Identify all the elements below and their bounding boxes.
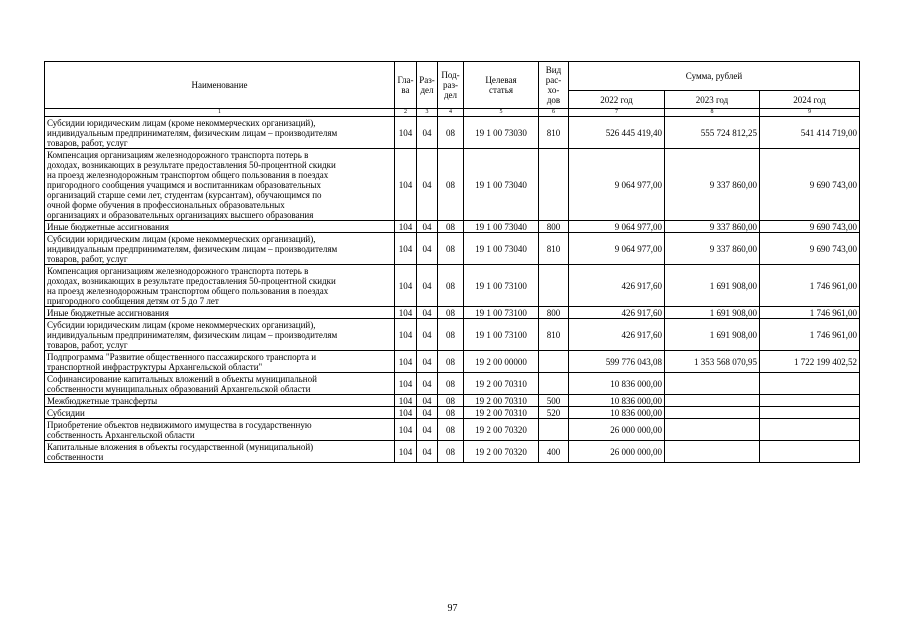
row-target: 19 1 00 73040 xyxy=(464,149,539,221)
row-vid xyxy=(539,149,569,221)
row-glava: 104 xyxy=(395,149,417,221)
row-razdel: 04 xyxy=(417,351,438,373)
row-sum-2022: 599 776 043,08 xyxy=(569,351,665,373)
row-name: Подпрограмма "Развитие общественного пассажирского транспорта и транспортной инфраструктуры Архангельской области" xyxy=(45,351,395,373)
header-glava: Гла- ва xyxy=(395,62,417,109)
row-name: Компенсация организациям железнодорожного транспорта потерь в доходах, возникающих в результате предоставления 50-процентной скидки на проезд железнодорожным транспортом общего пользования в поездах пригородного сообщения учащимся и воспитанникам образовательных организаций старше семи лет, студентам (курсантам), обучающимся по очной форме обучения в профессиональных образовательных организациях и образовательных организациях высшего образования xyxy=(45,149,395,221)
row-vid: 810 xyxy=(539,233,569,265)
table-row xyxy=(45,117,860,149)
row-sum-2024: 541 414 719,00 xyxy=(760,117,860,149)
row-podrazdel: 08 xyxy=(438,307,464,319)
row-podrazdel: 08 xyxy=(438,407,464,419)
row-glava: 104 xyxy=(395,233,417,265)
table-row xyxy=(45,395,860,407)
row-glava: 104 xyxy=(395,221,417,233)
row-sum-2024 xyxy=(760,419,860,441)
row-name: Субсидии юридическим лицам (кроме некоммерческих организаций), индивидуальным предпринимателям, физическим лицам – производителям товаров, работ, услуг xyxy=(45,117,395,149)
table-row xyxy=(45,441,860,463)
row-target: 19 1 00 73100 xyxy=(464,319,539,351)
row-razdel: 04 xyxy=(417,419,438,441)
row-sum-2023: 1 353 568 070,95 xyxy=(665,351,760,373)
page-number: 97 xyxy=(447,603,458,614)
header-name: Наименование xyxy=(45,62,395,109)
table-row xyxy=(45,233,860,265)
table-row xyxy=(45,265,860,307)
row-podrazdel: 08 xyxy=(438,441,464,463)
row-vid: 810 xyxy=(539,117,569,149)
column-number: 2 xyxy=(395,109,417,117)
row-sum-2022: 9 064 977,00 xyxy=(569,149,665,221)
row-sum-2023 xyxy=(665,373,760,395)
row-vid xyxy=(539,351,569,373)
row-podrazdel: 08 xyxy=(438,117,464,149)
row-name: Межбюджетные трансферты xyxy=(45,395,395,407)
row-vid: 500 xyxy=(539,395,569,407)
row-sum-2024: 9 690 743,00 xyxy=(760,221,860,233)
column-number: 7 xyxy=(569,109,665,117)
column-number: 8 xyxy=(665,109,760,117)
row-sum-2023 xyxy=(665,419,760,441)
row-glava: 104 xyxy=(395,265,417,307)
row-sum-2023 xyxy=(665,407,760,419)
column-number: 1 xyxy=(45,109,395,117)
row-target: 19 2 00 70310 xyxy=(464,407,539,419)
table-body xyxy=(45,117,860,463)
row-glava: 104 xyxy=(395,319,417,351)
row-glava: 104 xyxy=(395,351,417,373)
column-number: 5 xyxy=(464,109,539,117)
header-year-2023: 2023 год xyxy=(665,91,760,109)
row-sum-2024 xyxy=(760,373,860,395)
row-vid xyxy=(539,373,569,395)
header-year-2024: 2024 год xyxy=(760,91,860,109)
row-sum-2024: 1 722 199 402,52 xyxy=(760,351,860,373)
row-razdel: 04 xyxy=(417,233,438,265)
row-podrazdel: 08 xyxy=(438,319,464,351)
column-number-row xyxy=(45,109,860,117)
row-target: 19 2 00 70320 xyxy=(464,441,539,463)
row-sum-2022: 426 917,60 xyxy=(569,265,665,307)
row-sum-2022: 10 836 000,00 xyxy=(569,373,665,395)
row-sum-2022: 526 445 419,40 xyxy=(569,117,665,149)
row-razdel: 04 xyxy=(417,221,438,233)
row-name: Иные бюджетные ассигнования xyxy=(45,307,395,319)
row-sum-2023: 1 691 908,00 xyxy=(665,265,760,307)
row-target: 19 1 00 73100 xyxy=(464,265,539,307)
column-number: 9 xyxy=(760,109,860,117)
header-year-2022: 2022 год xyxy=(569,91,665,109)
row-podrazdel: 08 xyxy=(438,351,464,373)
row-razdel: 04 xyxy=(417,307,438,319)
row-sum-2022: 426 917,60 xyxy=(569,319,665,351)
row-target: 19 2 00 70310 xyxy=(464,395,539,407)
row-sum-2022: 9 064 977,00 xyxy=(569,233,665,265)
row-glava: 104 xyxy=(395,407,417,419)
row-razdel: 04 xyxy=(417,373,438,395)
row-name: Приобретение объектов недвижимого имущества в государственную собственность Архангельской области xyxy=(45,419,395,441)
row-name: Субсидии xyxy=(45,407,395,419)
row-vid: 400 xyxy=(539,441,569,463)
column-number: 3 xyxy=(417,109,438,117)
row-target: 19 1 00 73030 xyxy=(464,117,539,149)
row-sum-2024: 9 690 743,00 xyxy=(760,233,860,265)
row-podrazdel: 08 xyxy=(438,233,464,265)
row-sum-2022: 10 836 000,00 xyxy=(569,407,665,419)
table-row xyxy=(45,221,860,233)
column-number: 4 xyxy=(438,109,464,117)
row-razdel: 04 xyxy=(417,117,438,149)
row-sum-2023: 9 337 860,00 xyxy=(665,221,760,233)
row-glava: 104 xyxy=(395,395,417,407)
row-vid: 520 xyxy=(539,407,569,419)
row-podrazdel: 08 xyxy=(438,419,464,441)
row-razdel: 04 xyxy=(417,265,438,307)
row-sum-2022: 10 836 000,00 xyxy=(569,395,665,407)
header-vid: Вид рас- хо- дов xyxy=(539,62,569,109)
row-sum-2022: 9 064 977,00 xyxy=(569,221,665,233)
row-sum-2024 xyxy=(760,395,860,407)
row-sum-2024 xyxy=(760,441,860,463)
table-row xyxy=(45,351,860,373)
row-name: Субсидии юридическим лицам (кроме некоммерческих организаций), индивидуальным предпринимателям, физическим лицам – производителям товаров, работ, услуг xyxy=(45,233,395,265)
row-glava: 104 xyxy=(395,441,417,463)
row-name: Капитальные вложения в объекты государственной (муниципальной) собственности xyxy=(45,441,395,463)
row-vid xyxy=(539,265,569,307)
header-target: Целевая статья xyxy=(464,62,539,109)
column-number: 6 xyxy=(539,109,569,117)
table-row xyxy=(45,149,860,221)
row-sum-2022: 426 917,60 xyxy=(569,307,665,319)
row-sum-2024: 1 746 961,00 xyxy=(760,265,860,307)
row-podrazdel: 08 xyxy=(438,149,464,221)
row-sum-2022: 26 000 000,00 xyxy=(569,419,665,441)
row-glava: 104 xyxy=(395,373,417,395)
table-row xyxy=(45,319,860,351)
row-name: Иные бюджетные ассигнования xyxy=(45,221,395,233)
row-glava: 104 xyxy=(395,117,417,149)
row-sum-2023: 9 337 860,00 xyxy=(665,149,760,221)
row-glava: 104 xyxy=(395,419,417,441)
row-target: 19 2 00 70310 xyxy=(464,373,539,395)
row-sum-2023 xyxy=(665,441,760,463)
row-sum-2022: 26 000 000,00 xyxy=(569,441,665,463)
row-target: 19 2 00 00000 xyxy=(464,351,539,373)
row-glava: 104 xyxy=(395,307,417,319)
row-razdel: 04 xyxy=(417,395,438,407)
row-sum-2023: 1 691 908,00 xyxy=(665,307,760,319)
row-name: Софинансирование капитальных вложений в объекты муниципальной собственности муниципальных образований Архангельской области xyxy=(45,373,395,395)
row-target: 19 2 00 70320 xyxy=(464,419,539,441)
row-sum-2024 xyxy=(760,407,860,419)
row-name: Субсидии юридическим лицам (кроме некоммерческих организаций), индивидуальным предпринимателям, физическим лицам – производителям товаров, работ, услуг xyxy=(45,319,395,351)
row-podrazdel: 08 xyxy=(438,221,464,233)
row-target: 19 1 00 73100 xyxy=(464,307,539,319)
row-target: 19 1 00 73040 xyxy=(464,221,539,233)
header-sum: Сумма, рублей xyxy=(569,62,860,91)
row-razdel: 04 xyxy=(417,407,438,419)
row-sum-2023: 555 724 812,25 xyxy=(665,117,760,149)
row-podrazdel: 08 xyxy=(438,265,464,307)
row-vid: 800 xyxy=(539,307,569,319)
row-podrazdel: 08 xyxy=(438,395,464,407)
row-sum-2023: 9 337 860,00 xyxy=(665,233,760,265)
row-name: Компенсация организациям железнодорожного транспорта потерь в доходах, возникающих в результате предоставления 50-процентной скидки на проезд железнодорожным транспортом общего пользования в поездах пригородного сообщения детям от 5 до 7 лет xyxy=(45,265,395,307)
table-row xyxy=(45,407,860,419)
row-target: 19 1 00 73040 xyxy=(464,233,539,265)
row-vid: 800 xyxy=(539,221,569,233)
budget-table xyxy=(44,61,860,463)
table-row xyxy=(45,307,860,319)
row-razdel: 04 xyxy=(417,441,438,463)
row-sum-2024: 1 746 961,00 xyxy=(760,319,860,351)
row-sum-2023 xyxy=(665,395,760,407)
row-razdel: 04 xyxy=(417,319,438,351)
header-row xyxy=(45,62,860,91)
table-row xyxy=(45,373,860,395)
header-podrazdel: Под- раз- дел xyxy=(438,62,464,109)
table-row xyxy=(45,419,860,441)
row-razdel: 04 xyxy=(417,149,438,221)
row-sum-2023: 1 691 908,00 xyxy=(665,319,760,351)
row-vid: 810 xyxy=(539,319,569,351)
row-vid xyxy=(539,419,569,441)
row-sum-2024: 9 690 743,00 xyxy=(760,149,860,221)
row-podrazdel: 08 xyxy=(438,373,464,395)
header-razdel: Раз- дел xyxy=(417,62,438,109)
row-sum-2024: 1 746 961,00 xyxy=(760,307,860,319)
